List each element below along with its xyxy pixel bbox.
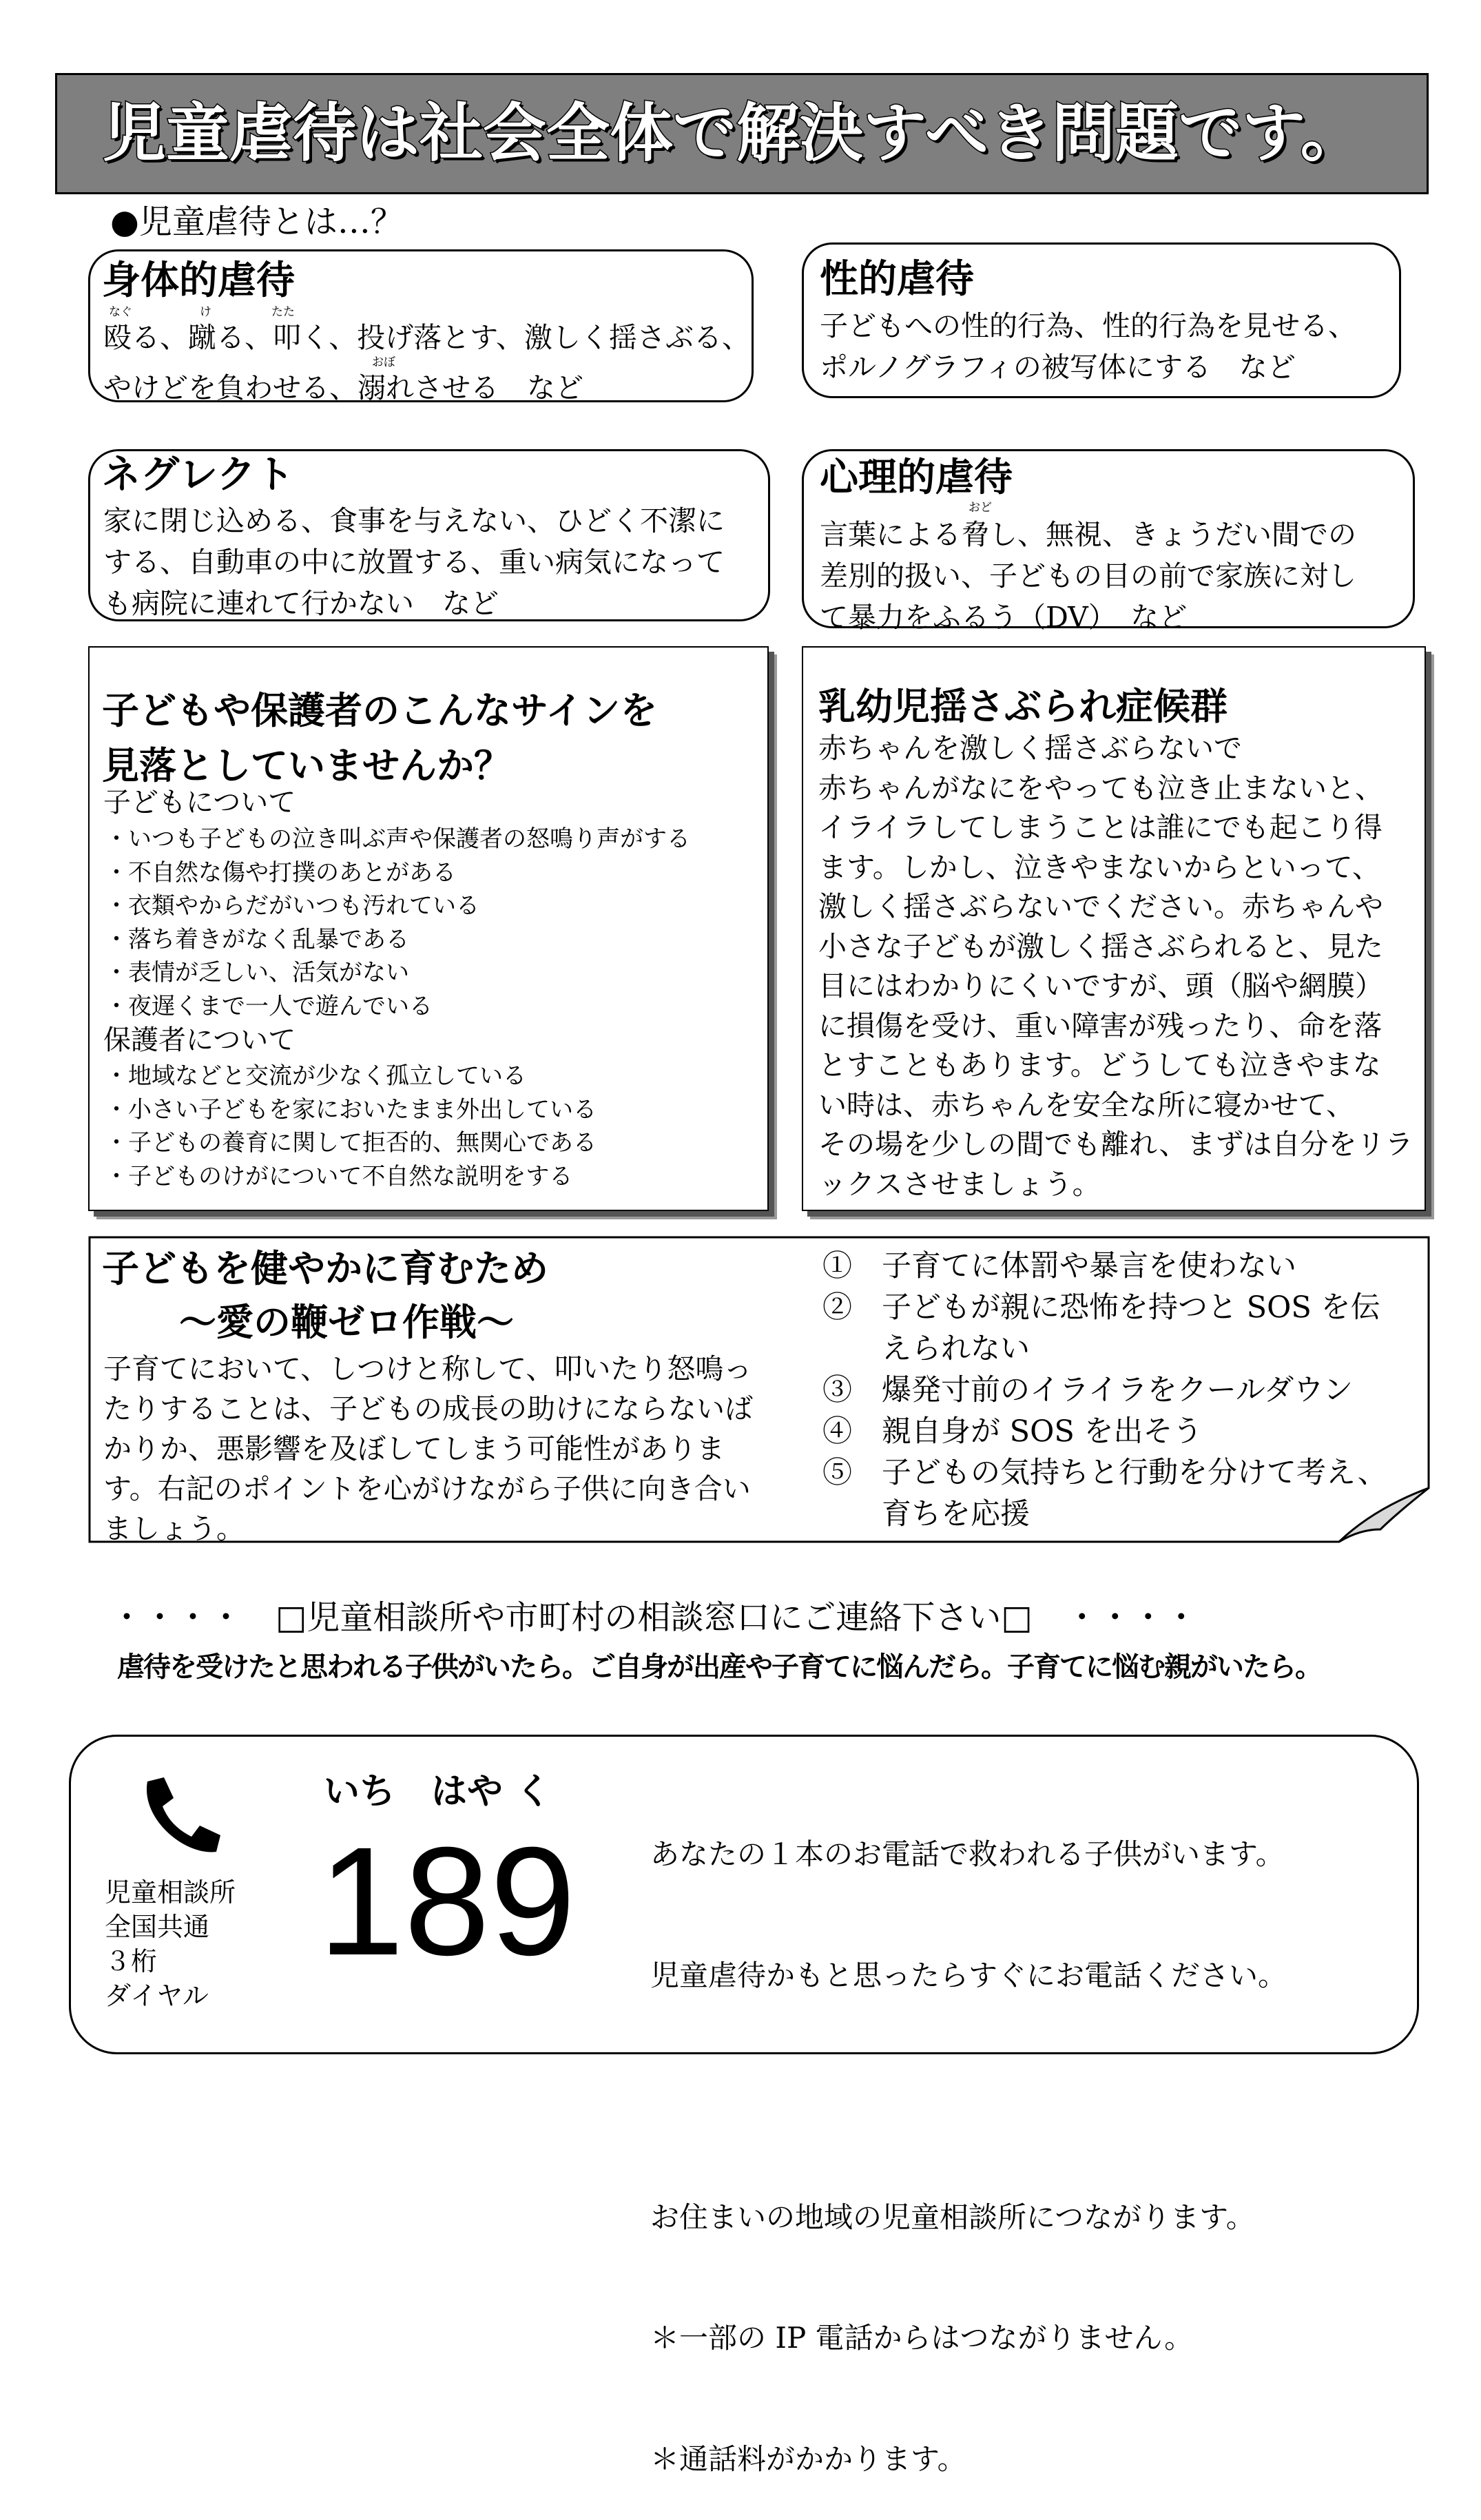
- text-line: 殴る、蹴る、叩く、投げ落とす、激しく揺さぶる、: [103, 321, 750, 354]
- text-line: [650, 2076, 1287, 2117]
- hotline-label: [105, 1875, 236, 2013]
- title-line: 見落としていませんか？: [102, 744, 511, 787]
- text-line: に損傷を受け、重い障害が残ったり、命を落: [818, 1009, 1382, 1042]
- label-line: 児童相談所: [105, 1877, 236, 1908]
- shaken-baby-text: [818, 729, 1413, 1204]
- text-line: ます。しかし、泣きやまないからといって、: [818, 850, 1380, 884]
- ruby-oboreru: おぼ: [372, 355, 395, 369]
- healthy-text: [103, 1349, 753, 1549]
- psychological-abuse-text: [820, 514, 1356, 638]
- healthy-points-list: [822, 1246, 1387, 1535]
- phone-icon: [135, 1775, 223, 1857]
- text-line: 小さな子どもが激しく揺さぶられると、見た: [818, 929, 1383, 963]
- text-line: 子どもへの性的行為、性的行為を見せる、: [820, 309, 1356, 342]
- list-item: ・子どもの養育に関して拒否的、無関心である: [105, 1129, 597, 1157]
- hotline-reading: いち はや く: [324, 1771, 552, 1812]
- list-item: ① 子育てに体罰や暴言を使わない: [822, 1249, 1296, 1283]
- text-line: す。右記のポイントを心がけながら子供に向き合い: [103, 1472, 751, 1505]
- text-line: とすこともあります。どうしても泣きやまな: [818, 1049, 1381, 1082]
- text-line: 言葉による脅し、無視、きょうだい間での: [820, 518, 1356, 551]
- list-item: ・表情が乏しい、活気がない: [105, 959, 409, 987]
- list-item: ・いつも子どもの泣き叫ぶ声や保護者の怒鳴り声がする: [105, 825, 690, 853]
- text-line: ＊通話料がかかります。: [650, 2441, 966, 2476]
- text-line: かりか、悪影響を及ぼしてしまう可能性がありま: [103, 1432, 725, 1465]
- text-line: も病院に連れて行かない など: [103, 587, 499, 620]
- contact-line: ・・・・ □児童相談所や市町村の相談窓口にご連絡下さい□ ・・・・: [110, 1598, 1198, 1637]
- list-item: えられない: [822, 1332, 1030, 1366]
- list-item: ・衣類やからだがいつも汚れている: [105, 892, 479, 920]
- text-line: い時は、赤ちゃんを安全な所に寝かせて、: [818, 1088, 1355, 1122]
- text-line: 児童虐待かもと思ったらすぐにお電話ください。: [650, 1958, 1287, 1992]
- text-line: あなたの１本のお電話で救われる子供がいます。: [650, 1837, 1285, 1871]
- physical-abuse-text: [103, 313, 750, 413]
- child-signs-list: [105, 823, 690, 1023]
- shaken-baby-title: 乳幼児揺さぶられ症候群: [818, 685, 1228, 728]
- label-line: 全国共通: [105, 1912, 210, 1942]
- label-line: ダイヤル: [105, 1981, 209, 2011]
- text-line: たりすることは、子どもの成長の助けにならないば: [103, 1392, 753, 1425]
- healthy-title: 子どもを健やかに育むため: [102, 1247, 548, 1290]
- child-signs-heading: 子どもについて: [103, 787, 296, 818]
- hotline-message: [650, 1754, 1287, 2520]
- text-line: その場を少しの間でも離れ、まずは自分をリラ: [818, 1128, 1413, 1161]
- list-item: ④ 親自身が SOS を出そう: [822, 1414, 1203, 1449]
- parent-signs-list: [105, 1060, 597, 1193]
- text-line: 激しく揺さぶらないでください。赤ちゃんや: [818, 890, 1383, 923]
- text-line: やけどを負わせる、溺れさせる など: [103, 371, 583, 404]
- parent-signs-heading: 保護者について: [103, 1024, 296, 1056]
- ruby-naguru: なぐ: [109, 305, 132, 319]
- text-line: 子育てにおいて、しつけと称して、叩いたり怒鳴っ: [103, 1352, 752, 1385]
- label-line: ３桁: [105, 1946, 158, 1976]
- title-line: 子どもや保護者のこんなサインを: [102, 689, 658, 732]
- intro-heading: ●児童虐待とは…？: [110, 203, 404, 241]
- page-title: 児童虐待は社会全体で解決すべき問題です。: [103, 96, 1364, 170]
- list-item: 育ちを応援: [822, 1497, 1030, 1531]
- list-item: ⑤ 子どもの気持ちと行動を分けて考え、: [822, 1456, 1387, 1490]
- ruby-tataku: たた: [271, 305, 295, 319]
- text-line: 目にはわかりにくいですが、頭（脳や網膜）: [818, 969, 1383, 1002]
- sexual-abuse-title: 性的虐待: [820, 257, 974, 302]
- list-item: ・不自然な傷や打撲のあとがある: [105, 858, 456, 887]
- list-item: ③ 爆発寸前のイライラをクールダウン: [822, 1373, 1354, 1407]
- text-line: 赤ちゃんを激しく揺さぶらないで: [818, 732, 1242, 765]
- list-item: ② 子どもが親に恐怖を持つと SOS を伝: [822, 1290, 1380, 1325]
- sexual-abuse-text: [820, 305, 1356, 388]
- ruby-odoshi: おど: [969, 501, 992, 515]
- list-item: ・小さい子どもを家においたまま外出している: [105, 1095, 597, 1124]
- neglect-text: [103, 500, 725, 624]
- text-line: ポルノグラフィの被写体にする など: [820, 351, 1296, 384]
- text-line: 差別的扱い、子どもの目の前で家族に対し: [820, 559, 1356, 592]
- text-line: する、自動車の中に放置する、重い病気になって: [103, 546, 725, 579]
- psychological-abuse-title: 心理的虐待: [820, 455, 1013, 500]
- hotline-number: 189: [318, 1815, 576, 1987]
- text-line: お住まいの地域の児童相談所につながります。: [650, 2200, 1255, 2234]
- text-line: て暴力をふるう（DV） など: [820, 601, 1188, 634]
- text-line: 家に閉じ込める、食事を与えない、ひどく不潔に: [103, 504, 725, 537]
- text-line: ＊一部の IP 電話からはつながりません。: [650, 2321, 1194, 2355]
- title-banner: [55, 73, 1429, 194]
- text-line: イライラしてしまうことは誰にでも起こり得: [818, 811, 1382, 844]
- text-line: ックスさせましょう。: [818, 1167, 1101, 1201]
- physical-abuse-title: 身体的虐待: [102, 258, 295, 303]
- text-line: ましょう。: [103, 1512, 245, 1545]
- list-item: ・夜遅くまで一人で遊んでいる: [105, 992, 433, 1020]
- list-item: ・落ち着きがなく乱暴である: [105, 925, 409, 953]
- healthy-subtitle: ～愛の鞭ゼロ作戦～: [179, 1301, 514, 1344]
- text-line: 赤ちゃんがなにをやっても泣き止まないと、: [818, 771, 1383, 805]
- neglect-title: ネグレクト: [102, 453, 294, 497]
- list-item: ・地域などと交流が少なく孤立している: [105, 1062, 526, 1090]
- contact-bold-line: 虐待を受けたと思われる子供がいたら。ご自身が出産や子育てに悩んだら。子育てに悩む親がいたら。: [117, 1651, 1321, 1683]
- signs-title: [102, 683, 657, 794]
- list-item: ・子どものけがについて不自然な説明をする: [105, 1162, 573, 1190]
- ruby-keru: け: [200, 305, 211, 319]
